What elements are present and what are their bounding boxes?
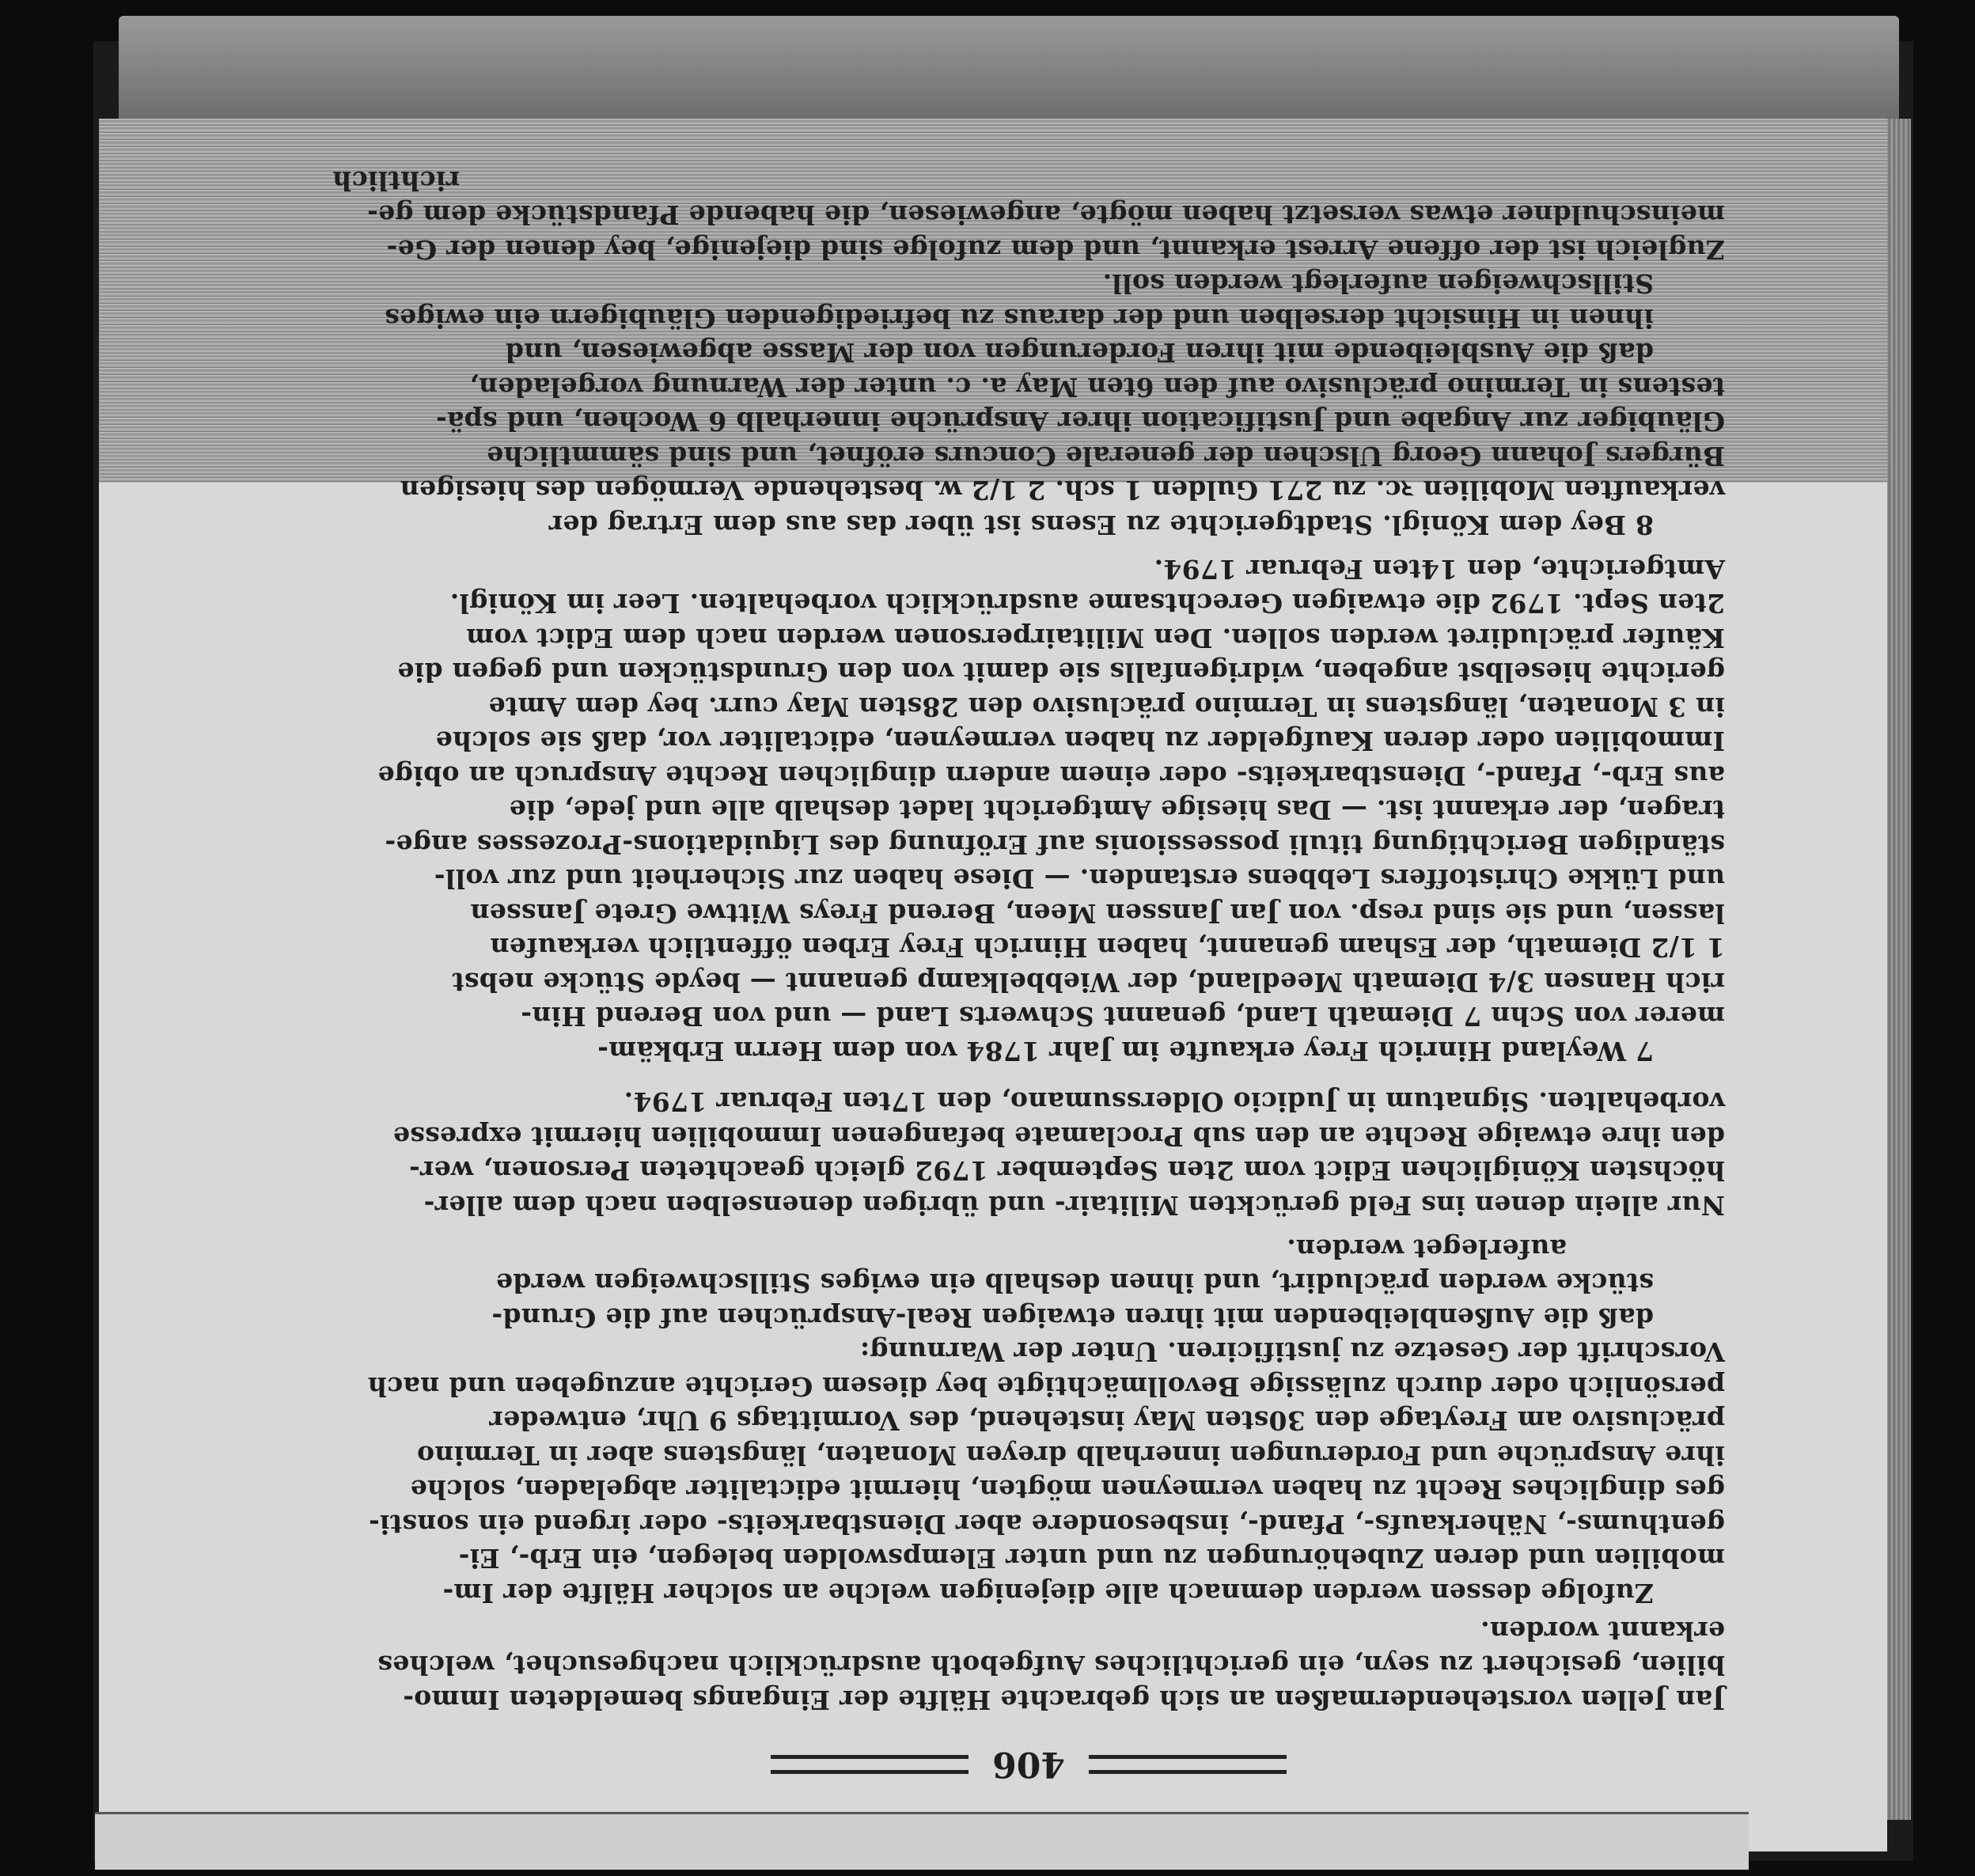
section-5 (332, 164, 1725, 543)
section-3 (332, 1085, 1725, 1222)
page-edges-right (1887, 119, 1911, 1820)
text-line: Immobilien oder deren Kaufgelder zu haben vermeynen, edictaliter vor, daß sie solche (435, 726, 1725, 757)
text-line: testens in Termino präclusivo auf den 6ten May a. c. unter der Warnung vorgeladen, (468, 372, 1725, 403)
text-line: Stillschweigen auferlegt werden soll. (1102, 268, 1654, 300)
text-line: 1 1/2 Diemath, der Esham genannt, haben Hinrich Frey Erben öffentlich verkaufen (490, 932, 1725, 964)
text-line: ges dingliches Recht zu haben vermeynen mögten, hiermit edictaliter abgeladen, solche (410, 1474, 1725, 1506)
header-rule-right (771, 1755, 969, 1774)
text-line: Nur allein denen ins Feld gerückten Militair- und übrigen denenselben nach dem aller- (423, 1190, 1725, 1221)
text-line: 2ten Sept. 1792 die etwaigen Gerechtsame ausdrücklich vorbehalten. Leer im Königl. (449, 588, 1725, 620)
text-line: in 3 Monaten, längstens in Termino präclusivo den 28sten May curr. bey dem Amte (488, 692, 1725, 722)
text-line: bilien, gesichert zu seyn, ein gerichtliches Aufgeboth ausdrücklich nachgesuchet, welches (377, 1650, 1725, 1681)
catchword: richtlich (332, 165, 461, 196)
text-line: ihre Ansprüche und Forderungen innerhalb dreyen Monaten, längstens aber in Termino (416, 1440, 1725, 1471)
text-line: 7 Weyland Hinrich Frey erkaufte im Jahr 1784 von dem Herrn Erbkäm- (597, 1036, 1654, 1067)
text-line: Zugleich ist der offene Arrest erkannt, und dem zufolge sind diejenige, bey denen der Ge- (386, 234, 1725, 265)
text-line: verkauften Mobilien ꝛc. zu 271 Gulden 1 sch. 2 1/2 w. bestehende Vermögen des hiesigen (400, 475, 1725, 506)
text-line: aus Erb-, Pfand-, Dienstbarkeits- oder einem andern dinglichen Rechte Anspruch an obige (377, 760, 1725, 791)
text-line: und Lükke Christoffers Lebbens erstanden. — Diese haben zur Sicherheit und zur voll- (434, 863, 1725, 895)
text-line: Gläubiger zur Angabe und Justification ihrer Ansprüche innerhalb 6 Wochen, und spä- (435, 406, 1725, 438)
text-line: mobilien und deren Zubehörungen zu und unter Elempswolden belegen, ein Erb-, Ei- (458, 1543, 1725, 1575)
text-line: meinschuldner etwas versetzt haben mögte, angewiesen, die habende Pfandstücke dem ge- (366, 199, 1725, 231)
text-line: Vorschrift der Gesetze zu justificiren. Unter der Warnung: (859, 1336, 1725, 1368)
text-line: stücke werden präcludirt, und ihnen deshalb ein ewiges Stillschweigen werde (495, 1268, 1654, 1299)
text-line: präclusivo am Freytage den 30sten May instehend, des Vormittags 9 Uhr, entweder (489, 1405, 1725, 1437)
text-line: Zufolge dessen werden demnach alle diejenigen welche an solcher Hälfte der Im- (442, 1578, 1654, 1609)
text-line: ihnen in Hinsicht derselben und der daraus zu befriedigenden Gläubigern ein ewiges (384, 303, 1654, 334)
text-line: ständigen Berichtigung tituli possessionis auf Eröfnung des Liquidations-Prozesses ange- (385, 829, 1725, 860)
text-line: Amtgerichte, den 14ten Februar 1794. (1154, 554, 1725, 585)
text-line: daß die Außenbleibenden mit ihren etwaigen Real-Ansprüchen auf die Grund- (491, 1302, 1654, 1333)
text-line: Jan Jellen vorstehendermaßen an sich gebrachte Hälfte der Eingangs bemeldeten Immo- (402, 1685, 1725, 1715)
text-line: merer von Schn 7 Diemath Land, genannt Schwerts Land — und von Berend Hin- (521, 1001, 1725, 1033)
text-line: erkannt worden. (1480, 1616, 1725, 1647)
text-line: Bürgers Johann Georg Ulschen der generale Concurs eröfnet, und sind sämmtliche (486, 441, 1725, 472)
page-header (332, 1741, 1725, 1788)
text-line: den ihre etwaige Rechte an den sub Proclamate befangenen Immobilien hiermit expresse (392, 1121, 1725, 1152)
text-line: tragen, der erkannt ist. — Das hiesige Amtgericht ladet deshalb alle und jede, die (509, 794, 1725, 826)
text-line: persönlich oder durch zulässige Bevollmächtigte bey diesem Gerichte anzugeben und nach (367, 1371, 1725, 1402)
text-line: auferleget werden. (1286, 1234, 1567, 1264)
text-line: gerichte hieselbst angeben, widrigenfalls sie damit von den Grundstücken und gegen die (397, 657, 1725, 688)
text-line: daß die Ausbleibende mit ihren Forderungen von der Masse abgewiesen, und (505, 337, 1654, 369)
text-line: Käufer präcludiret werden sollen. Den Militairpersonen werden nach dem Edict vom (465, 623, 1725, 654)
page-content (332, 165, 1725, 1788)
section-2 (332, 1232, 1725, 1611)
text-line: höchsten Königlichen Edict vom 2ten September 1792 gleich geachteten Personen, wer- (408, 1155, 1725, 1187)
text-line: genthums-, Näherkaufs-, Pfand-, insbesondere aber Dienstbarkeits- oder irgend ein sonsti- (368, 1509, 1725, 1540)
section-4 (332, 552, 1725, 1069)
section-1 (332, 1614, 1725, 1718)
text-line: vorbehalten. Signatum in Judicio Olderssumano, den 17ten Februar 1794. (624, 1086, 1725, 1118)
text-line: 8 Bey dem Königl. Stadtgerichte zu Esens ist über das aus dem Ertrag der (548, 510, 1654, 540)
page-number: 406 (992, 1744, 1065, 1785)
text-line: lassen, und sie sind resp. von Jan Janssen Meen, Berend Freys Wittwe Grete Janssen (470, 898, 1725, 929)
book-cover-flap (119, 16, 1899, 123)
text-line: rich Hansen 3/4 Diemath Meedland, der Wiebbelkamp genannt — beyde Stücke nebst (452, 967, 1725, 998)
header-rule-left (1089, 1755, 1287, 1774)
lower-page-edge (95, 1812, 1749, 1870)
